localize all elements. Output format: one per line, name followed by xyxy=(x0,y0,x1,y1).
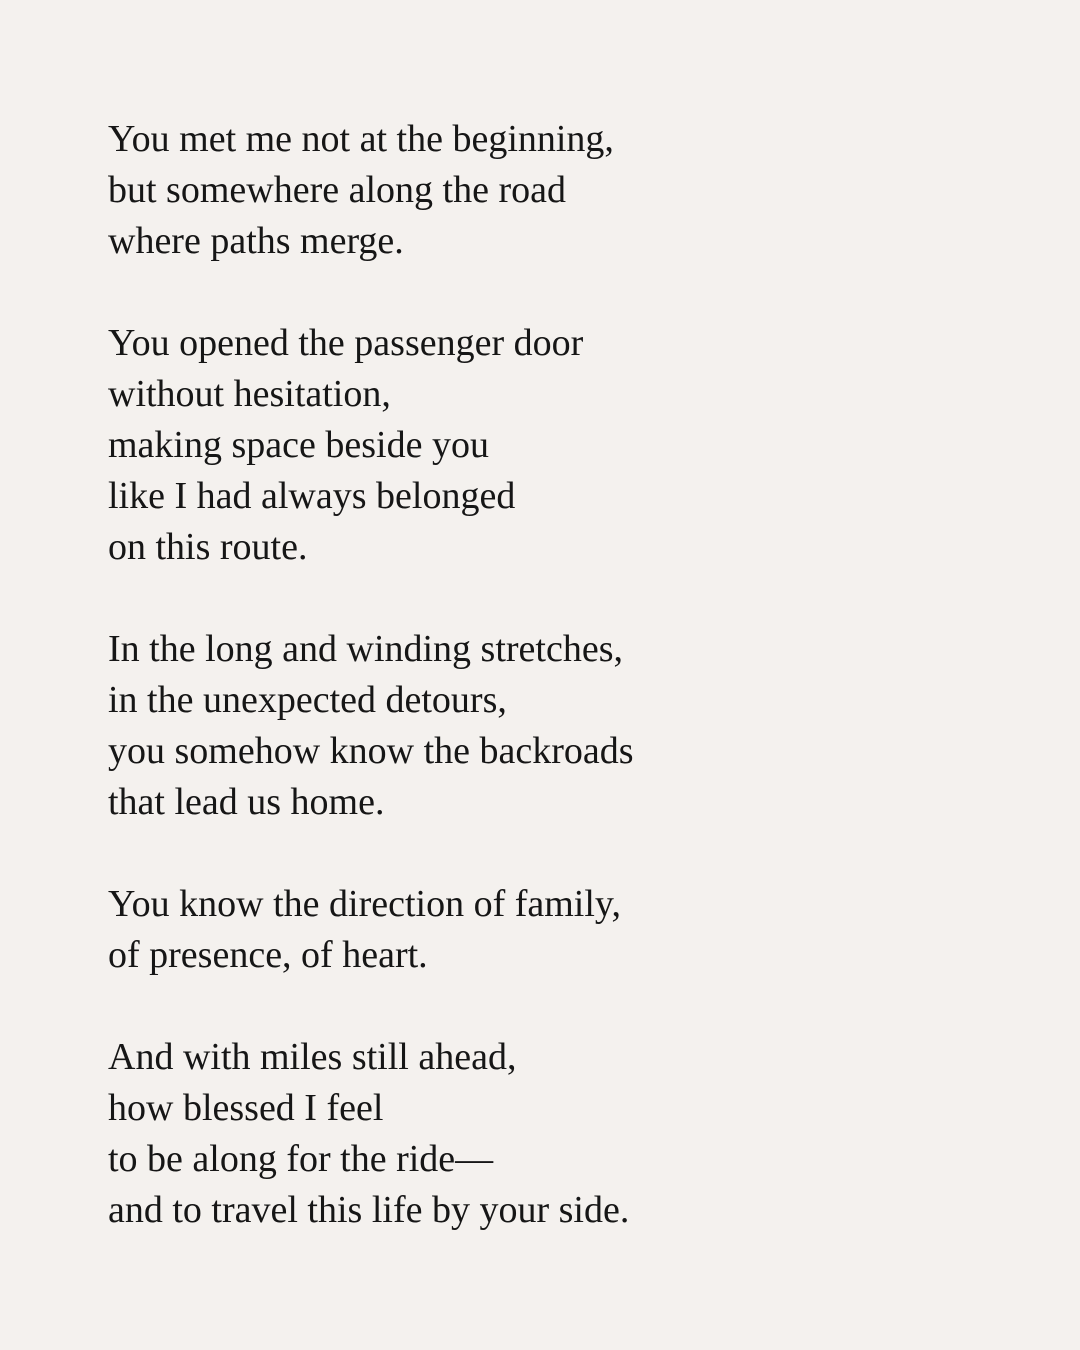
poem-line: making space beside you xyxy=(108,424,489,466)
poem-line: like I had always belonged xyxy=(108,475,516,517)
poem-line: where paths merge. xyxy=(108,220,404,262)
poem-line: You opened the passenger door xyxy=(108,322,584,364)
poem-line: of presence, of heart. xyxy=(108,934,428,976)
poem-line: that lead us home. xyxy=(108,781,385,823)
poem-line: And with miles still ahead, xyxy=(108,1036,517,1078)
poem-line: and to travel this life by your side. xyxy=(108,1189,630,1231)
poem-line: in the unexpected detours, xyxy=(108,679,507,721)
poem-line: how blessed I feel xyxy=(108,1087,384,1129)
poem-line: but somewhere along the road xyxy=(108,169,566,211)
stanza-1 xyxy=(108,114,1008,267)
stanza-4 xyxy=(108,879,1008,981)
poem xyxy=(108,114,1008,1236)
poem-line: you somehow know the backroads xyxy=(108,730,634,772)
poem-line: In the long and winding stretches, xyxy=(108,628,624,670)
poem-line: on this route. xyxy=(108,526,308,568)
stanza-2 xyxy=(108,318,1008,573)
poem-line: to be along for the ride— xyxy=(108,1138,494,1180)
poem-line: without hesitation, xyxy=(108,373,391,415)
stanza-3 xyxy=(108,624,1008,828)
poem-line: You met me not at the beginning, xyxy=(108,118,614,160)
stanza-5 xyxy=(108,1032,1008,1236)
poem-line: You know the direction of family, xyxy=(108,883,621,925)
